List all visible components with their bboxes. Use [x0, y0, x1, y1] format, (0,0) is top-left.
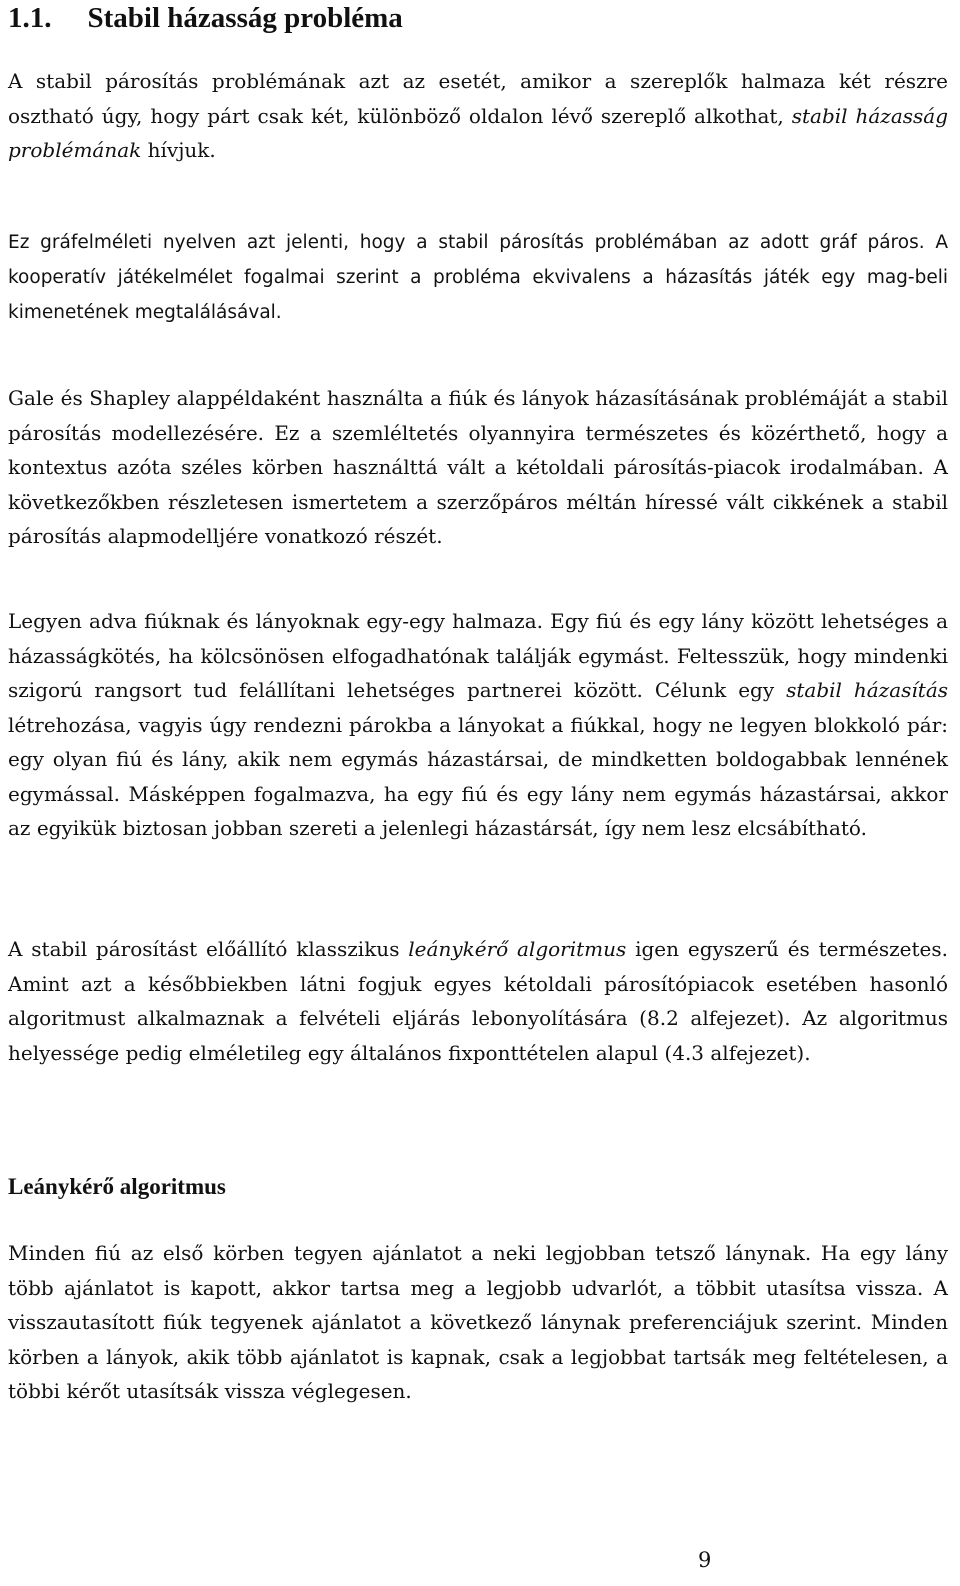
algorithm-intro-emphasis: leánykérő algoritmus: [408, 937, 627, 961]
intro-paragraph: [8, 64, 948, 168]
algorithm-description-paragraph: Minden fiú az első körben tegyen ajánlatot a neki legjobban tetsző lánynak. Ha egy lány több ajánlatot is kapott, akkor tartsa meg a legjobb udvarlót, a többit utasítsa vissza. A visszautasított fiúk tegyenek ajánlatot a következő lánynak preferenciájuk szerint. Minden körben a lányok, akik több ajánlatot is kapnak, csak a legjobbat tartsák meg feltételesen, a többi kérőt utasítsák vissza véglegesen.: [8, 1241, 948, 1403]
definition-emphasis: stabil házasítás: [786, 678, 949, 702]
gale-shapley-paragraph: Gale és Shapley alappéldaként használta a fiúk és lányok házasításának problémáját a stabil párosítás modellezésére. Ez a szemléltetés olyannyira természetes és közérthető, hogy a kontextus azóta széles körben használttá vált a kétoldali párosítás-piacok irodalmában. A következőkben részletesen ismertetem a szerzőpáros méltán híressé vált cikkének a stabil párosítás alapmodelljére vonatkozó részét.: [8, 386, 948, 548]
intro-emphasis: stabil házasság problémának: [8, 103, 948, 162]
algorithm-intro-text-start: A stabil párosítást előállító klasszikus: [8, 937, 409, 961]
section-heading: [8, 0, 948, 36]
definition-text-start: Legyen adva fiúknak és lányoknak egy-egy halmaza. Egy fiú és egy lány között lehetséges a házasságkötés, ha kölcsönösen elfogadhatónak találják egymást. Feltesszük, hogy mindenki szigorú rangsort tud felállítani lehetséges partnerei között. Célunk egy: [8, 609, 948, 702]
definition-text-end: létrehozása, vagyis úgy rendezni párokba a lányokat a fiúkkal, hogy ne legyen blokkoló pár: egy olyan fiú és lány, akik nem egymás házastársai, de mindketten boldogabbak lennének egymással. Másképpen fogalmazva, ha egy fiú és egy lány nem egymás házastársai, akkor az egyikük biztosan jobban szereti a jelenlegi házastársát, így nem lesz elcsábítható.: [8, 712, 948, 840]
sans-note-paragraph: Ez gráfelméleti nyelven azt jelenti, hogy a stabil párosítás problémában az adott gráf páros. A kooperatív játékelmélet fogalmai szerint a probléma ekvivalens a házasítás játék egy mag-beli kimenetének megtalálásával.: [8, 232, 948, 323]
page-number: 9: [698, 1548, 712, 1572]
subsection-heading: Leánykérő algoritmus: [8, 1174, 226, 1199]
algorithm-intro-text-end: igen egyszerű és természetes. Amint azt a későbbiekben látni fogjuk egyes kétoldali párosítópiacok esetében hasonló algoritmust alkalmaznak a felvételi eljárás lebonyolítására (8.2 alfejezet). Az algoritmus helyessége pedig elméletileg egy általános fixponttételen alapul (4.3 alfejezet).: [8, 937, 948, 1065]
stable-marriage-definition-paragraph: [8, 604, 948, 846]
section-title: Stabil házasság probléma: [87, 2, 403, 34]
intro-text-end: hívjuk.: [141, 138, 216, 162]
algorithm-intro-paragraph: [8, 932, 948, 1070]
section-number: 1.1.: [8, 2, 52, 34]
intro-text-start: A stabil párosítás problémának azt az esetét, amikor a szereplők halmaza két részre osztható úgy, hogy párt csak két, különböző oldalon lévő szereplő alkothat,: [8, 69, 948, 128]
document-page: [8, 0, 952, 1586]
